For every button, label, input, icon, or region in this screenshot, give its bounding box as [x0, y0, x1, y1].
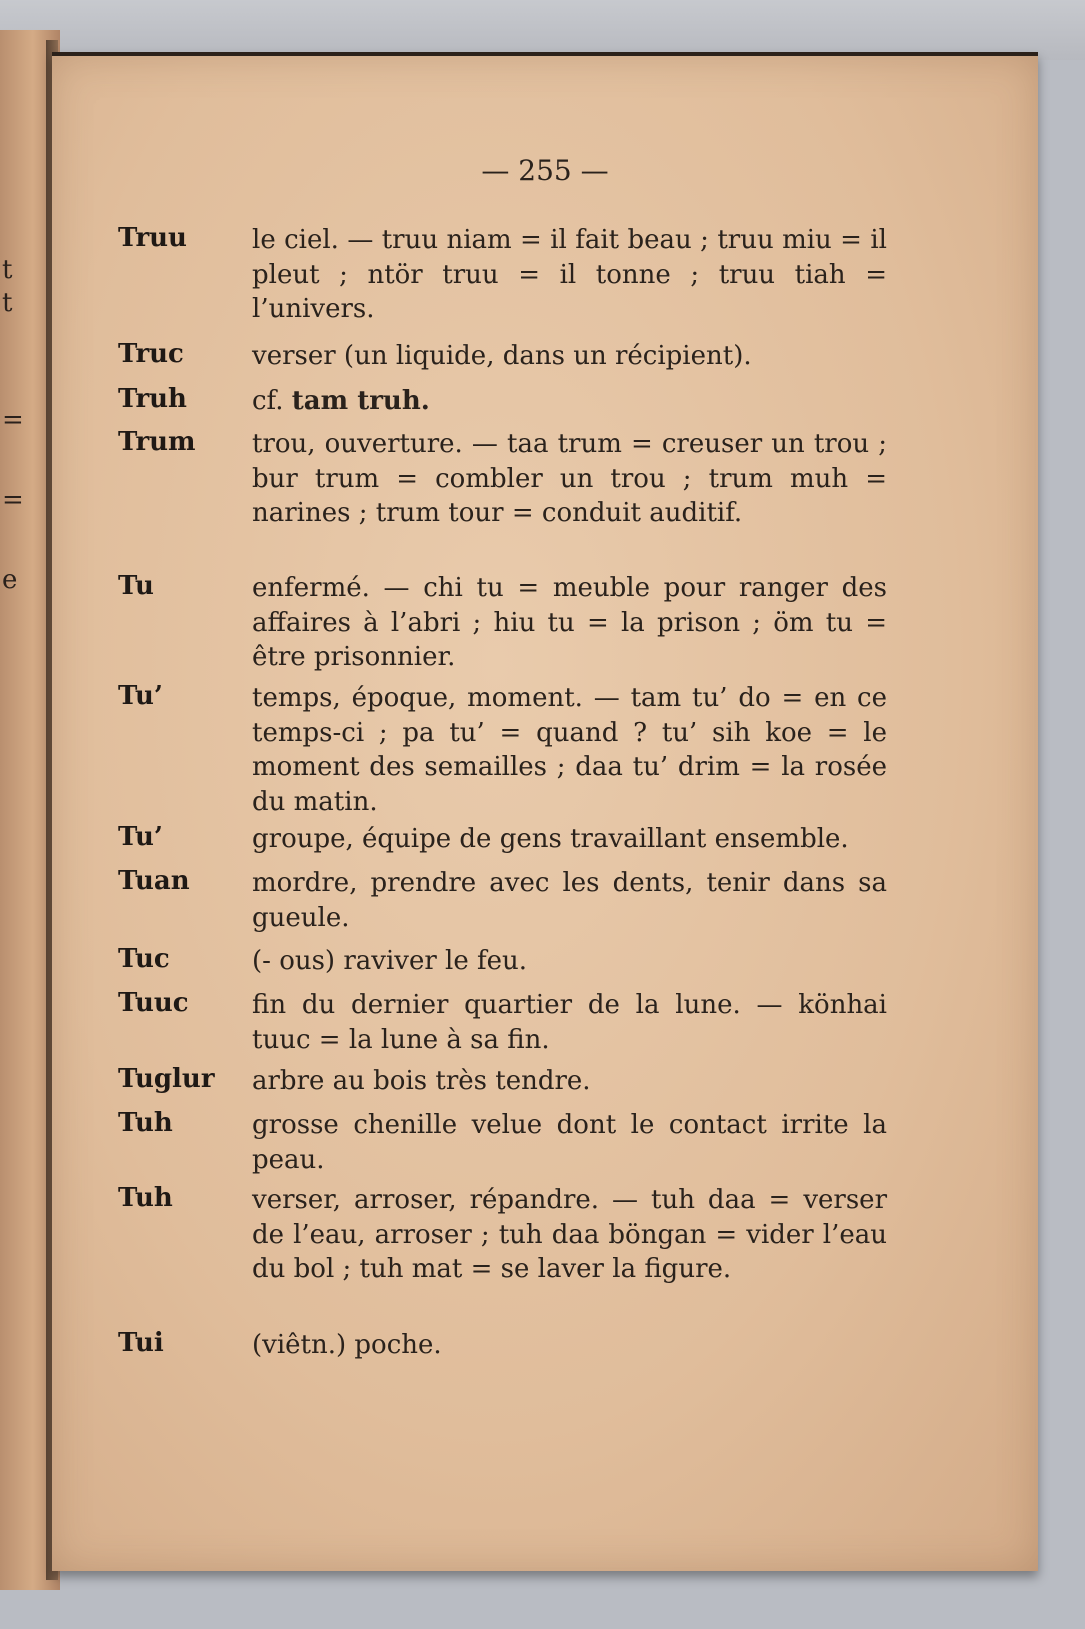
book-page — [52, 52, 1038, 1571]
margin-fragment: = — [2, 485, 24, 515]
background — [0, 0, 1085, 60]
definition — [252, 384, 887, 419]
definition: trou, ouverture. — taa trum = creuser un trou ; bur trum = combler un trou ; trum muh = narines ; trum tour = conduit auditif. — [252, 429, 887, 528]
margin-fragment: t — [2, 255, 13, 285]
headword: Truh — [118, 384, 187, 414]
definition: verser, arroser, répandre. — tuh daa = verser de l’eau, arroser ; tuh daa böngan = vider l’eau du bol ; tuh mat = se laver la figure. — [252, 1185, 887, 1284]
headword: Tu — [118, 571, 154, 601]
definition: (- ous) raviver le feu. — [252, 946, 528, 976]
margin-fragment: t — [2, 288, 13, 318]
headword: Trum — [118, 427, 196, 457]
headword: Tuc — [118, 944, 170, 974]
headword: Tu’ — [118, 681, 163, 711]
headword: Tuglur — [118, 1064, 215, 1094]
margin-fragment: = — [2, 405, 24, 435]
definition: (viêtn.) poche. — [252, 1330, 442, 1360]
headword: Truc — [118, 339, 184, 369]
definition-prefix: cf. — [252, 386, 292, 416]
headword: Tui — [118, 1328, 164, 1358]
definition: groupe, équipe de gens travaillant ensemble. — [252, 824, 849, 854]
headword: Tu’ — [118, 822, 163, 852]
cross-reference: tam truh. — [291, 386, 430, 416]
definition: temps, époque, moment. — tam tu’ do = en ce temps-ci ; pa tu’ = quand ? tu’ sih koe = le moment des semailles ; daa tu’ drim = la rosée du matin. — [252, 683, 887, 817]
headword: Tuh — [118, 1108, 173, 1138]
page-number: — 255 — — [481, 154, 609, 187]
definition: grosse chenille velue dont le contact irrite la peau. — [252, 1110, 887, 1175]
headword: Tuan — [118, 866, 190, 896]
definition: le ciel. — truu niam = il fait beau ; truu miu = il pleut ; ntör truu = il tonne ; truu tiah = l’univers. — [252, 225, 887, 324]
headword: Tuh — [118, 1183, 173, 1213]
definition: fin du dernier quartier de la lune. — könhai tuuc = la lune à sa fin. — [252, 990, 887, 1055]
margin-fragment: e — [2, 565, 18, 595]
headword: Truu — [118, 223, 187, 253]
headword: Tuuc — [118, 988, 189, 1018]
definition: arbre au bois très tendre. — [252, 1066, 591, 1096]
definition: enfermé. — chi tu = meuble pour ranger des affaires à l’abri ; hiu tu = la prison ; öm tu = être prisonnier. — [252, 573, 887, 672]
definition: verser (un liquide, dans un récipient). — [252, 341, 752, 371]
definition: mordre, prendre avec les dents, tenir dans sa gueule. — [252, 868, 887, 933]
